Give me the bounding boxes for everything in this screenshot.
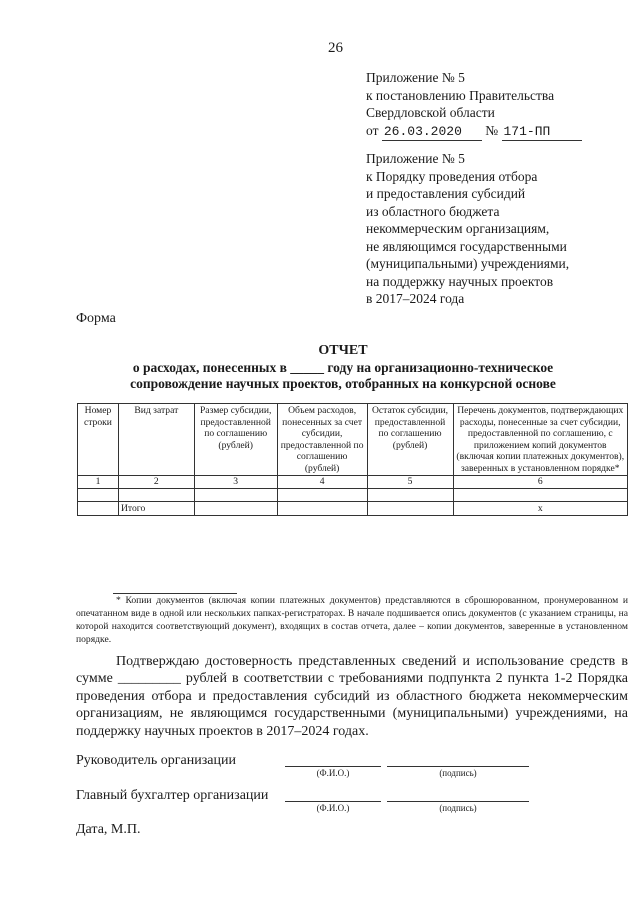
column-number: 4	[277, 476, 367, 489]
signature-caption: (подпись)	[439, 803, 477, 813]
appendix-line: и предоставления субсидий	[366, 186, 526, 201]
report-title: ОТЧЕТ	[318, 343, 368, 358]
header-cell: Перечень документов, подтверждающих расходы, понесенные за счет субсидии, предоставленной по соглашению, с приложением копий документов (включая копии платежных документов), заверенных в установленном порядке*	[453, 404, 628, 476]
header-cell: Объем расходов, понесенных за счет субсидии, предоставленной по соглашению (рублей)	[277, 404, 367, 476]
column-number-row	[78, 476, 628, 489]
appendix-line: к постановлению Правительства	[366, 87, 555, 103]
appendix-line: Приложение № 5	[366, 70, 465, 85]
chief-accountant-label: Главный бухгалтер организации	[76, 788, 269, 803]
column-number: 5	[367, 476, 453, 489]
name-caption: (Ф.И.О.)	[316, 803, 350, 813]
head-of-organization-label: Руководитель организации	[76, 753, 236, 768]
column-number: 6	[453, 476, 628, 489]
form-label: Форма	[76, 311, 116, 326]
table-row	[78, 488, 628, 501]
government-appendix-block	[366, 69, 582, 141]
accountant-name-line	[285, 801, 381, 802]
head-name-line	[285, 766, 381, 767]
report-table	[77, 403, 628, 516]
total-label: Итого	[118, 501, 194, 516]
appendix-line: к Порядку проведения отбора	[366, 168, 538, 184]
signature-caption: (подпись)	[439, 768, 477, 778]
table-header-row	[78, 404, 628, 476]
page-number: 26	[328, 40, 343, 56]
appendix-line: на поддержку научных проектов	[366, 273, 554, 289]
total-mark: x	[453, 501, 628, 516]
name-caption: (Ф.И.О.)	[316, 768, 350, 778]
column-number: 1	[78, 476, 119, 489]
column-number: 2	[118, 476, 194, 489]
appendix-line: из областного бюджета	[366, 203, 500, 219]
confirmation-text: Подтверждаю достоверность представленных сведений и использование средств в сумме _________ рублей в соответствии с требованиями подпункта 2 пункта 1-2 Порядка проведения отбора и предоставления субсидий из областного бюджета некоммерческим организациям, не являющимся государственными (муниципальными) учреждениями, на поддержку научных проектов в 2017–2024 годах.	[76, 654, 628, 739]
report-subtitle: сопровождение научных проектов, отобранных на конкурсной основе	[130, 376, 556, 391]
accountant-signature-line	[387, 801, 529, 802]
footnote: * Копии документов (включая копии платежных документов) представляются в сброшюрованном, пронумерованном и опечатанном виде в одной или нескольких папках-регистраторах. В начале подшивается опись документов (с указанием страницы, на которой находится соответствующий документ), входящих в состав отчета, далее – копии документов, заверенные в установленном порядке.	[76, 595, 628, 645]
appendix-line: некоммерческим организациям,	[366, 221, 550, 236]
decree-date-number: от 26.03.2020 № 171-ПП	[366, 122, 582, 142]
appendix-line: Свердловской области	[366, 105, 495, 120]
header-cell: Размер субсидии, предоставленной по соглашению (рублей)	[194, 404, 277, 476]
appendix-line: в 2017–2024 года	[366, 291, 465, 306]
decree-date: 26.03.2020	[382, 123, 482, 142]
report-subtitle: о расходах, понесенных в _____ году на организационно-техническое	[132, 360, 554, 375]
date-stamp-label: Дата, М.П.	[76, 822, 141, 837]
total-row	[78, 501, 628, 516]
procedure-appendix-block	[366, 150, 569, 308]
decree-number: 171-ПП	[502, 123, 582, 142]
header-cell: Номер строки	[78, 404, 119, 476]
appendix-line: не являющимся государственными	[366, 238, 567, 254]
head-signature-line	[387, 766, 529, 767]
header-cell: Вид затрат	[118, 404, 194, 476]
header-cell: Остаток субсидии, предоставленной по соглашению (рублей)	[367, 404, 453, 476]
appendix-line: Приложение № 5	[366, 151, 465, 166]
appendix-line: (муниципальными) учреждениями,	[366, 256, 570, 271]
column-number: 3	[194, 476, 277, 489]
